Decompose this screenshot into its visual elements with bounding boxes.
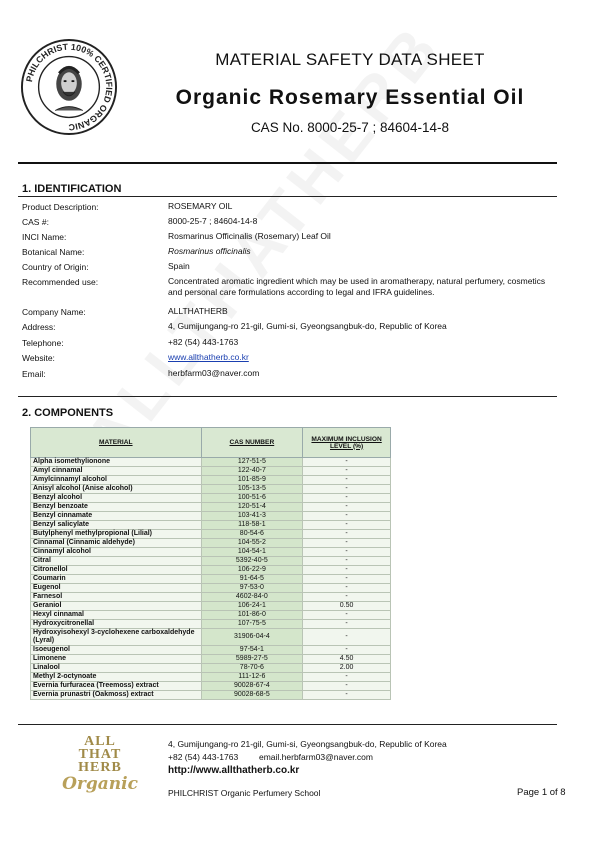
section-divider <box>18 196 557 197</box>
table-row <box>31 557 391 566</box>
cell-material: Alpha isomethylionone <box>31 458 202 467</box>
cell-material: Cinnamal (Cinnamic aldehyde) <box>31 539 202 548</box>
header-divider <box>18 162 557 164</box>
footer-divider <box>18 724 557 725</box>
cell-cas-number: 106-22-9 <box>201 566 303 575</box>
cell-material: Farnesol <box>31 593 202 602</box>
cell-material: Benzyl salicylate <box>31 521 202 530</box>
cell-material: Citronellol <box>31 566 202 575</box>
table-row <box>31 673 391 682</box>
cell-cas-number: 118-58-1 <box>201 521 303 530</box>
table-row <box>31 682 391 691</box>
page-number: Page 1 of 8 <box>517 787 566 798</box>
field-label-product-description: Product Description: <box>22 202 99 212</box>
field-label-country-of-origin: Country of Origin: <box>22 262 89 272</box>
cell-max-inclusion: - <box>303 503 391 512</box>
cell-cas-number: 78-70-6 <box>201 664 303 673</box>
cell-cas-number: 105-13-5 <box>201 485 303 494</box>
cell-material: Cinnamyl alcohol <box>31 548 202 557</box>
field-label-telephone: Telephone: <box>22 338 64 348</box>
cell-material: Linalool <box>31 664 202 673</box>
table-row <box>31 620 391 629</box>
components-table-body <box>31 458 391 700</box>
table-row <box>31 691 391 700</box>
cell-cas-number: 97-53-0 <box>201 584 303 593</box>
field-value-cas: 8000-25-7 ; 84604-14-8 <box>168 216 258 226</box>
cell-material: Geraniol <box>31 602 202 611</box>
cell-max-inclusion: 2.00 <box>303 664 391 673</box>
cell-cas-number: 5392-40-5 <box>201 557 303 566</box>
cell-max-inclusion: - <box>303 673 391 682</box>
table-row <box>31 655 391 664</box>
cell-max-inclusion: - <box>303 620 391 629</box>
table-row <box>31 530 391 539</box>
cell-material: Eugenol <box>31 584 202 593</box>
cell-cas-number: 80-54-6 <box>201 530 303 539</box>
table-row <box>31 494 391 503</box>
cell-material: Isoeugenol <box>31 646 202 655</box>
column-header-cas-number: CAS NUMBER <box>201 428 303 458</box>
cell-max-inclusion: 0.50 <box>303 602 391 611</box>
cell-material: Limonene <box>31 655 202 664</box>
table-row <box>31 566 391 575</box>
cell-material: Methyl 2-octynoate <box>31 673 202 682</box>
cell-material: Benzyl cinnamate <box>31 512 202 521</box>
cell-material: Amylcinnamyl alcohol <box>31 476 202 485</box>
cell-max-inclusion: - <box>303 575 391 584</box>
cell-max-inclusion: - <box>303 691 391 700</box>
cell-max-inclusion: - <box>303 476 391 485</box>
field-value-botanical-name: Rosmarinus officinalis <box>168 246 251 256</box>
cell-max-inclusion: 4.50 <box>303 655 391 664</box>
cell-max-inclusion: - <box>303 611 391 620</box>
cell-cas-number: 90028-68-5 <box>201 691 303 700</box>
cas-number-line: CAS No. 8000-25-7 ; 84604-14-8 <box>250 120 450 135</box>
section-divider <box>18 396 557 397</box>
cell-max-inclusion: - <box>303 467 391 476</box>
table-row <box>31 602 391 611</box>
cell-max-inclusion: - <box>303 584 391 593</box>
cell-cas-number: 107-75-5 <box>201 620 303 629</box>
product-name: Organic Rosemary Essential Oil <box>175 86 525 109</box>
footer-address: 4, Gumijungang-ro 21-gil, Gumi-si, Gyeongsangbuk-do, Republic of Korea <box>168 739 447 749</box>
field-label-recommended-use: Recommended use: <box>22 277 99 287</box>
cell-material: Evernia prunastri (Oakmoss) extract <box>31 691 202 700</box>
field-value-recommended-use: Concentrated aromatic ingredient which may be used in aromatherapy, natural perfumery, cosmetics and personal care formulations according to legal and IFRA guidelines. <box>168 276 546 297</box>
logo-text-line: Organic <box>62 774 138 794</box>
footer-school-name: PHILCHRIST Organic Perfumery School <box>168 788 321 798</box>
cell-cas-number: 101-85-9 <box>201 476 303 485</box>
cell-cas-number: 5989-27-5 <box>201 655 303 664</box>
cell-max-inclusion: - <box>303 539 391 548</box>
field-label-inci-name: INCI Name: <box>22 232 67 242</box>
field-value-company-name: ALLTHATHERB <box>168 306 228 316</box>
cell-material: Hydroxyisohexyl 3-cyclohexene carboxaldehyde (Lyral) <box>31 629 202 646</box>
section-title-identification: 1. IDENTIFICATION <box>22 183 122 195</box>
field-label-email: Email: <box>22 369 46 379</box>
footer-website-link[interactable]: http://www.allthatherb.co.kr <box>168 765 300 776</box>
cell-cas-number: 111-12-6 <box>201 673 303 682</box>
table-row <box>31 458 391 467</box>
cell-cas-number: 104-54-1 <box>201 548 303 557</box>
cell-max-inclusion: - <box>303 485 391 494</box>
cell-max-inclusion: - <box>303 548 391 557</box>
table-row <box>31 584 391 593</box>
cell-max-inclusion: - <box>303 512 391 521</box>
allthatherb-logo <box>60 735 140 797</box>
field-label-company-name: Company Name: <box>22 307 86 317</box>
table-row <box>31 539 391 548</box>
cell-max-inclusion: - <box>303 646 391 655</box>
table-header-row <box>31 428 391 458</box>
cell-material: Coumarin <box>31 575 202 584</box>
cell-cas-number: 120-51-4 <box>201 503 303 512</box>
column-header-material: MATERIAL <box>31 428 202 458</box>
table-row <box>31 629 391 646</box>
cell-cas-number: 104-55-2 <box>201 539 303 548</box>
table-row <box>31 512 391 521</box>
section-title-components: 2. COMPONENTS <box>22 407 114 419</box>
cell-max-inclusion: - <box>303 593 391 602</box>
column-header-max-inclusion: MAXIMUM INCLUSION LEVEL (%) <box>303 428 391 458</box>
field-value-telephone: +82 (54) 443-1763 <box>168 337 239 347</box>
field-label-website: Website: <box>22 353 55 363</box>
field-value-product-description: ROSEMARY OIL <box>168 201 233 211</box>
svg-text:PHILCHRIST 100% CERTIFIED ORGA: PHILCHRIST 100% CERTIFIED ORGANIC <box>24 41 115 133</box>
cell-cas-number: 101-86-0 <box>201 611 303 620</box>
cell-material: Hydroxycitronellal <box>31 620 202 629</box>
cell-material: Butylphenyl methylpropional (Lilial) <box>31 530 202 539</box>
cell-max-inclusion: - <box>303 494 391 503</box>
table-row <box>31 646 391 655</box>
cell-cas-number: 122-40-7 <box>201 467 303 476</box>
field-label-botanical-name: Botanical Name: <box>22 247 85 257</box>
cell-cas-number: 127-51-5 <box>201 458 303 467</box>
cell-max-inclusion: - <box>303 682 391 691</box>
cell-material: Anisyl alcohol (Anise alcohol) <box>31 485 202 494</box>
cell-material: Amyl cinnamal <box>31 467 202 476</box>
cell-cas-number: 103-41-3 <box>201 512 303 521</box>
field-value-inci-name: Rosmarinus Officinalis (Rosemary) Leaf Oil <box>168 231 331 241</box>
cell-cas-number: 90028-67-4 <box>201 682 303 691</box>
table-row <box>31 467 391 476</box>
field-value-email: herbfarm03@naver.com <box>168 368 260 378</box>
cell-cas-number: 31906-04-4 <box>201 629 303 646</box>
table-row <box>31 593 391 602</box>
cell-max-inclusion: - <box>303 521 391 530</box>
table-row <box>31 548 391 557</box>
document-title: MATERIAL SAFETY DATA SHEET <box>215 50 485 69</box>
cell-cas-number: 91-64-5 <box>201 575 303 584</box>
cell-material: Benzyl benzoate <box>31 503 202 512</box>
logo-text-line: HERB <box>78 760 122 775</box>
table-row <box>31 485 391 494</box>
table-row <box>31 521 391 530</box>
cell-material: Evernia furfuracea (Treemoss) extract <box>31 682 202 691</box>
table-row <box>31 575 391 584</box>
table-row <box>31 476 391 485</box>
cell-max-inclusion: - <box>303 566 391 575</box>
field-label-cas: CAS #: <box>22 217 49 227</box>
website-link[interactable]: www.allthatherb.co.kr <box>168 352 249 362</box>
cell-cas-number: 106-24-1 <box>201 602 303 611</box>
cell-cas-number: 100-51-6 <box>201 494 303 503</box>
field-value-country-of-origin: Spain <box>168 261 190 271</box>
table-row <box>31 611 391 620</box>
cell-material: Benzyl alcohol <box>31 494 202 503</box>
cell-max-inclusion: - <box>303 557 391 566</box>
logo-text-line: THAT <box>78 747 122 762</box>
footer-phone: +82 (54) 443-1763 <box>168 752 239 762</box>
table-row <box>31 503 391 512</box>
cell-cas-number: 97-54-1 <box>201 646 303 655</box>
table-row <box>31 664 391 673</box>
certified-organic-seal-icon <box>20 38 118 136</box>
field-label-address: Address: <box>22 322 56 332</box>
cell-material: Hexyl cinnamal <box>31 611 202 620</box>
logo-text-line: ALL <box>84 734 116 749</box>
cell-max-inclusion: - <box>303 530 391 539</box>
cell-material: Citral <box>31 557 202 566</box>
footer-email: email.herbfarm03@naver.com <box>259 752 373 762</box>
components-table <box>30 427 391 700</box>
cell-cas-number: 4602-84-0 <box>201 593 303 602</box>
cell-max-inclusion: - <box>303 458 391 467</box>
field-value-address: 4, Gumijungang-ro 21-gil, Gumi-si, Gyeongsangbuk-do, Republic of Korea <box>168 321 447 331</box>
cell-max-inclusion: - <box>303 629 391 646</box>
